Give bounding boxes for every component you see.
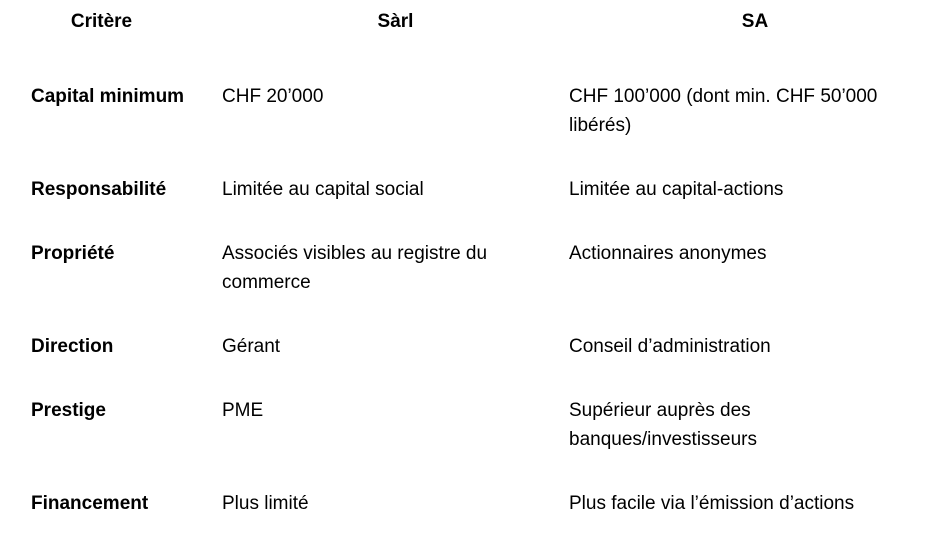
sarl-cell: Associés visibles au registre du commerce (222, 243, 488, 293)
criterion-cell: Direction (31, 336, 114, 357)
sarl-cell: Plus limité (222, 493, 309, 514)
sa-cell: Actionnaires anonymes (569, 243, 767, 264)
sa-cell: Conseil d’administration (569, 336, 771, 357)
table-row (0, 489, 941, 553)
table-row (0, 332, 941, 396)
criterion-cell: Capital minimum (31, 86, 185, 107)
header-criterion (0, 7, 222, 82)
sa-cell: Limitée au capital-actions (569, 179, 784, 200)
table-body (0, 82, 941, 553)
header-sarl: Sàrl (377, 11, 414, 32)
criterion-cell: Financement (31, 493, 149, 514)
table-row (0, 396, 941, 489)
criterion-cell: Responsabilité (31, 179, 167, 200)
table-row (0, 175, 941, 239)
sa-cell: Supérieur auprès des banques/investisseurs (569, 400, 757, 450)
criterion-cell: Propriété (31, 243, 115, 264)
sarl-cell: CHF 20’000 (222, 86, 324, 107)
criterion-cell: Prestige (31, 400, 106, 421)
header-criterion-label: Critère (70, 11, 133, 32)
table-row (0, 82, 941, 175)
comparison-table (0, 7, 941, 553)
table-row (0, 239, 941, 332)
sarl-cell: Gérant (222, 336, 281, 357)
sarl-cell: PME (222, 400, 264, 421)
sarl-cell: Limitée au capital social (222, 179, 424, 200)
table-header (0, 7, 941, 82)
sa-cell: Plus facile via l’émission d’actions (569, 493, 855, 514)
sa-cell: CHF 100’000 (dont min. CHF 50’000 libérés) (569, 86, 878, 136)
header-sa: SA (741, 11, 769, 32)
header-row (0, 7, 941, 82)
